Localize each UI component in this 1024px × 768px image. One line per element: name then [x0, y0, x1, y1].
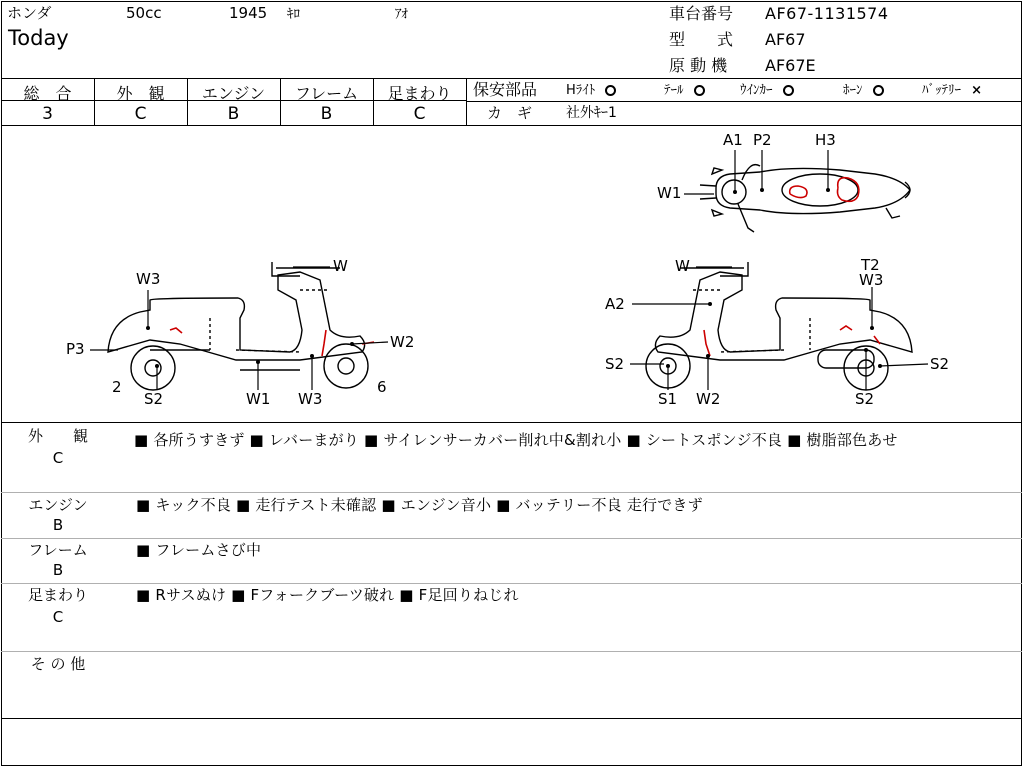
- key-label: カ ギ: [487, 104, 533, 122]
- note-item: F足回りねじれ: [418, 586, 519, 604]
- diagram-label: W2: [696, 390, 721, 408]
- rule: [1, 718, 1022, 719]
- diagram-label: P2: [753, 131, 772, 149]
- safety-item-winker: [740, 84, 794, 97]
- safety-item-label: ﾃｰﾙ: [664, 83, 684, 98]
- frame-no-label: 車台番号: [669, 4, 734, 23]
- model-name: Today: [8, 26, 69, 50]
- rule: [1, 651, 1022, 652]
- grade-header-exterior: 外 観: [116, 84, 165, 103]
- grade-frame: B: [320, 104, 333, 124]
- note-item: レバーまがり: [268, 431, 360, 449]
- rule: [1, 583, 1022, 584]
- note-item: Rサスぬけ: [155, 586, 227, 604]
- key-value: 社外ｷｰ1: [566, 105, 617, 121]
- note-grade-frame: B: [52, 561, 64, 579]
- diagram-label: W: [675, 257, 690, 275]
- rule: [1, 78, 1022, 79]
- note-item: 各所うすきず: [153, 431, 245, 449]
- engine-no: AF67E: [765, 56, 816, 75]
- note-label-engine: エンジン: [28, 496, 88, 514]
- rule: [1, 422, 1022, 423]
- ng-cross-icon: ×: [971, 83, 983, 98]
- diagram-label: H3: [815, 131, 836, 149]
- mileage-unit: ｷﾛ: [287, 7, 300, 22]
- note-item: サイレンサーカバー削れ中&割れ小: [383, 431, 622, 449]
- note-items-suspension: ■ Rサスぬけ ■ Fフォークブーツ破れ ■ F足回りねじれ: [136, 586, 519, 604]
- safety-item-label: ﾊﾞｯﾃﾘｰ: [922, 83, 961, 98]
- note-grade-engine: B: [52, 516, 64, 534]
- diagram-label: S2: [930, 355, 950, 373]
- diagram-label: W3: [136, 270, 161, 288]
- note-label-exterior: 外 観: [27, 427, 88, 445]
- safety-item-tail: [664, 84, 705, 97]
- note-label-frame: フレーム: [28, 541, 88, 559]
- diagram-label: P3: [66, 340, 85, 358]
- note-item: キック不良: [155, 496, 232, 514]
- grade-header-suspension: 足まわり: [387, 84, 452, 103]
- note-item: バッテリー不良 走行できず: [515, 496, 703, 514]
- diagram-label: S2: [605, 355, 625, 373]
- grade-header-frame: フレーム: [294, 84, 359, 103]
- rule: [1, 538, 1022, 539]
- ok-circle-icon: [783, 85, 794, 96]
- note-items-exterior: ■ 各所うすきず ■ レバーまがり ■ サイレンサーカバー削れ中&割れ小 ■ シートスポンジ不良 ■ 樹脂部色あせ: [134, 431, 898, 449]
- grade-engine: B: [227, 104, 240, 124]
- note-items-frame: ■ フレームさび中: [136, 541, 262, 559]
- scooter-top-view: [700, 165, 910, 232]
- note-item: 走行テスト未確認: [255, 496, 377, 514]
- engine-label: 原 動 機: [669, 56, 728, 75]
- note-grade-suspension: C: [52, 608, 64, 626]
- diagram-label: W2: [390, 333, 415, 351]
- rule: [466, 78, 467, 125]
- diagram-label: S2: [144, 390, 164, 408]
- grade-exterior: C: [134, 104, 147, 124]
- ok-circle-icon: [605, 85, 616, 96]
- displacement: 50cc: [126, 4, 162, 22]
- diagram-label: 6: [377, 378, 387, 396]
- rule: [467, 101, 1022, 102]
- note-item: 樹脂部色あせ: [806, 431, 898, 449]
- diagram-label: W: [333, 257, 348, 275]
- body-color: ｱｵ: [395, 7, 408, 22]
- grade-overall: 3: [42, 104, 53, 124]
- diagram-label: W3: [859, 271, 884, 289]
- maker: ホンダ: [7, 4, 52, 22]
- note-item: シートスポンジ不良: [645, 431, 783, 449]
- diagram-label: W1: [246, 390, 271, 408]
- ok-circle-icon: [873, 85, 884, 96]
- diagram-label: W3: [298, 390, 323, 408]
- safety-label: 保安部品: [473, 80, 538, 99]
- diagram-label: A1: [723, 131, 743, 149]
- diagram-label: T2: [861, 256, 880, 274]
- mileage: 1945: [229, 4, 268, 22]
- safety-item-label: Hﾗｲﾄ: [566, 83, 596, 98]
- rule: [1, 492, 1022, 493]
- type-value: AF67: [765, 30, 806, 49]
- frame-no: AF67-1131574: [765, 4, 889, 23]
- safety-item-label: ｳｲﾝｶｰ: [740, 83, 773, 98]
- note-grade-exterior: C: [52, 449, 64, 467]
- diagram-label: W1: [657, 184, 682, 202]
- note-item: フレームさび中: [155, 541, 262, 559]
- diagram-label: S1: [658, 390, 678, 408]
- safety-item-headlight: [566, 84, 616, 97]
- grade-suspension: C: [413, 104, 426, 124]
- type-label: 型 式: [669, 30, 734, 49]
- ok-circle-icon: [694, 85, 705, 96]
- note-items-engine: ■ キック不良 ■ 走行テスト未確認 ■ エンジン音小 ■ バッテリー不良 走行できず: [136, 496, 703, 514]
- safety-item-battery: [922, 84, 982, 97]
- note-item: Fフォークブーツ破れ: [250, 586, 395, 604]
- safety-item-horn: [843, 84, 884, 97]
- grade-header-overall: 総 合: [23, 84, 72, 103]
- diagram-label: 2: [112, 378, 122, 396]
- grade-header-engine: エンジン: [201, 84, 266, 103]
- damage-marks: [170, 178, 880, 356]
- note-label-suspension: 足まわり: [27, 586, 88, 604]
- note-label-other: そ の 他: [30, 655, 86, 673]
- note-item: エンジン音小: [400, 496, 492, 514]
- diagram-label: A2: [605, 295, 625, 313]
- diagram-label: S2: [855, 390, 875, 408]
- safety-item-label: ﾎｰﾝ: [843, 83, 863, 98]
